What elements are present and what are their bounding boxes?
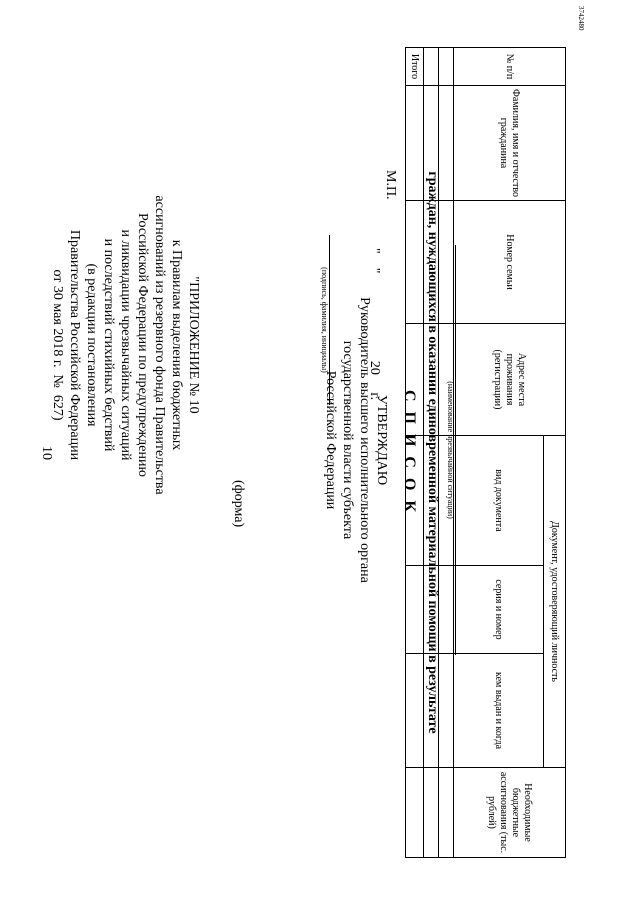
table-row [424, 48, 439, 858]
header-name: Фамилия, имя и отчество гражданина [454, 86, 566, 201]
citizens-table [405, 47, 566, 858]
table-row [439, 48, 454, 858]
document-subtitle: граждан, нуждающихся в оказании единовременной материальной помощи в результате [425, 171, 440, 734]
situation-caption: (наименование чрезвычайной ситуации) [446, 381, 455, 519]
header-doc-series: серия и номер [454, 566, 544, 654]
page-number: 10 [39, 446, 54, 460]
header-address: Адрес места проживания (регистрации) [454, 324, 566, 436]
stamp-place: М.П. [383, 170, 398, 200]
header-document-group: Документ, удостоверяющий личность [544, 436, 566, 768]
approval-block: УТВЕРЖДАЮ Руководитель высшего исполнительного органа государственной власти субъекта Российской Федерации [323, 297, 389, 583]
form-label: (форма) [231, 480, 246, 528]
appendix-header: "ПРИЛОЖЕНИЕ № 10 к Правилам выделения бюджетных ассигнований из резервного фонда Правительства Российской Федерации по предупреждению и ликвидации чрезвычайных ситуаций и последствий стихийных бедствий (в редакции постановления Правительства Российской Федерации от 30 мая 2018 г. № 627) [50, 195, 201, 495]
signature-line [329, 235, 330, 405]
document-title: С П И С О К [401, 389, 418, 516]
date-line: " " 20 г. [367, 248, 382, 401]
signature-caption: (подпись, фамилия, инициалы) [320, 267, 329, 373]
total-label: Итого [406, 48, 424, 86]
header-doc-type: вид документа [454, 436, 544, 566]
header-num: № п/п [454, 48, 566, 86]
corner-code: 3742480 [577, 6, 585, 31]
header-budget: Необходимые бюджетные ассигнования (тыс. рублей) [454, 768, 566, 858]
header-doc-issued: кем выдан и когда [454, 654, 544, 768]
header-family: Номер семьи [454, 201, 566, 324]
total-row [406, 48, 424, 858]
